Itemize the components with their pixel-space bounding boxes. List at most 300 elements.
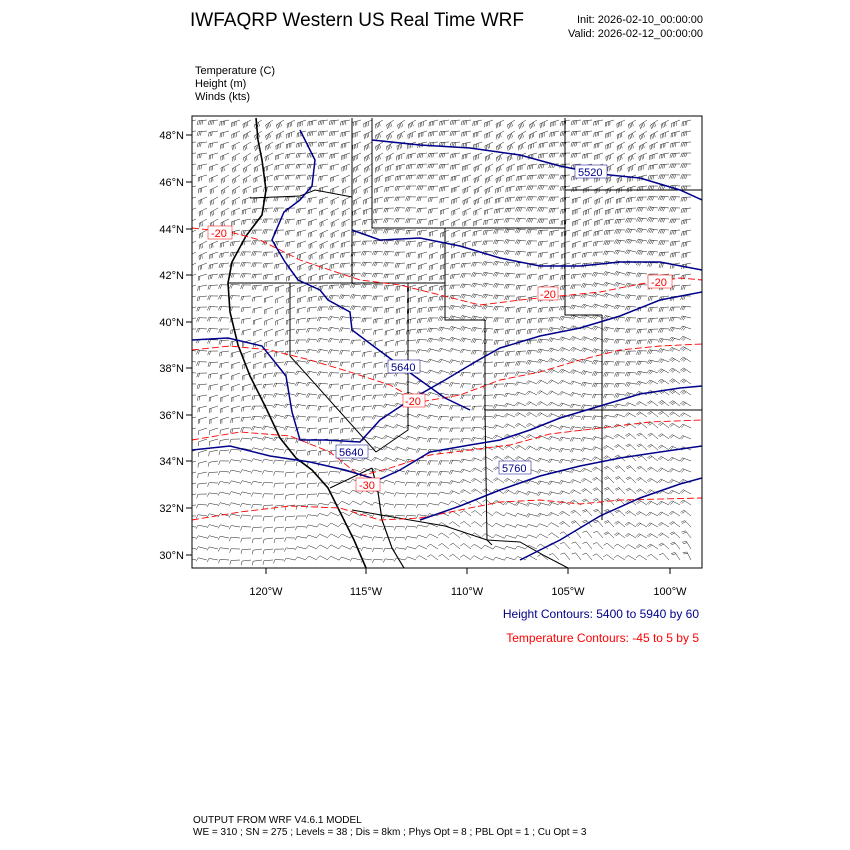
wind-barb xyxy=(218,295,229,299)
wind-barb xyxy=(243,120,251,128)
wind-barb xyxy=(309,219,318,226)
wind-barb xyxy=(296,505,306,510)
wind-barb xyxy=(438,502,449,505)
wind-barb xyxy=(386,164,394,172)
wind-barb xyxy=(538,307,548,313)
wind-barb xyxy=(210,175,218,183)
wind-barb xyxy=(452,219,460,227)
wind-barb xyxy=(329,285,339,289)
wind-barb xyxy=(340,263,350,268)
height-contour-legend: Height Contours: 5400 to 5940 by 60 xyxy=(502,607,699,621)
wind-barb xyxy=(383,446,394,450)
wind-barb xyxy=(636,500,647,505)
wind-barb xyxy=(604,498,614,505)
wind-barb xyxy=(273,394,284,398)
wind-barb xyxy=(529,131,537,139)
wind-barb xyxy=(683,552,691,560)
wind-barb xyxy=(680,357,691,362)
wind-barb xyxy=(240,459,251,463)
wind-barb xyxy=(449,491,460,495)
wind-barb xyxy=(221,164,229,172)
wind-barb xyxy=(494,318,504,322)
wind-barb xyxy=(210,252,219,259)
wind-barb xyxy=(320,197,329,204)
wind-barb xyxy=(471,489,482,494)
wind-barb xyxy=(318,472,328,477)
wind-barb xyxy=(581,394,592,398)
wind-barb xyxy=(340,373,350,378)
wind-barb xyxy=(474,219,483,226)
wind-barb xyxy=(416,339,427,343)
wind-barb xyxy=(451,175,460,181)
wind-barb xyxy=(460,284,471,288)
wind-barb xyxy=(339,284,350,288)
wind-barb xyxy=(387,120,395,129)
wind-barb xyxy=(186,505,196,510)
wind-barb xyxy=(538,153,548,159)
wind-barb xyxy=(387,131,395,140)
wind-barb xyxy=(537,534,548,538)
wind-barb xyxy=(331,230,339,238)
wind-barb xyxy=(570,315,581,319)
wind-barb xyxy=(647,240,658,244)
wind-barb xyxy=(318,153,328,158)
wind-barb xyxy=(198,450,207,457)
wind-barb xyxy=(232,208,240,216)
wind-barb xyxy=(395,175,405,181)
wind-barb xyxy=(285,483,295,488)
wind-barb xyxy=(527,329,537,334)
wind-barb xyxy=(483,241,493,245)
wind-barb xyxy=(482,511,493,516)
wind-barb xyxy=(639,164,648,171)
wind-barb xyxy=(485,153,493,161)
wind-barb xyxy=(526,402,537,406)
wind-barb xyxy=(682,252,691,258)
wind-barb xyxy=(548,402,559,406)
wind-barb xyxy=(386,142,394,151)
wind-barb xyxy=(185,361,196,365)
wind-barb xyxy=(196,328,207,332)
wind-barb xyxy=(549,208,559,213)
wind-barb xyxy=(197,395,207,401)
wind-barb xyxy=(341,131,350,137)
wind-barb xyxy=(660,153,670,159)
wind-barb xyxy=(353,164,361,173)
wind-barb xyxy=(328,306,339,310)
wind-barb xyxy=(406,208,417,212)
wind-barb xyxy=(341,142,350,149)
wind-barb xyxy=(473,131,482,138)
wind-barb xyxy=(351,340,361,344)
wind-barb xyxy=(242,208,251,215)
wind-barb xyxy=(265,318,273,325)
wind-barb xyxy=(221,153,229,161)
wind-barb xyxy=(263,527,273,532)
wind-barb xyxy=(493,251,504,255)
wind-barb xyxy=(185,350,196,354)
wind-barb xyxy=(383,229,394,233)
wind-barb xyxy=(385,318,394,324)
wind-barb xyxy=(361,273,372,277)
wind-barb xyxy=(671,553,680,561)
wind-barb xyxy=(451,186,460,193)
wind-barb xyxy=(196,350,207,354)
wind-barb xyxy=(285,219,295,224)
wind-barb xyxy=(232,175,240,184)
wind-barb xyxy=(526,412,537,417)
wind-barb xyxy=(626,466,636,472)
wind-barb xyxy=(218,559,229,563)
wind-barb xyxy=(538,175,548,179)
wind-barb xyxy=(681,153,691,157)
wind-barb xyxy=(450,428,460,432)
wind-barb xyxy=(342,175,350,183)
height-contour-label: 5640 xyxy=(339,447,364,459)
wind-barb xyxy=(504,535,515,538)
wind-barb xyxy=(416,414,427,418)
wind-barb xyxy=(196,558,207,562)
wind-barb xyxy=(636,555,647,560)
wind-barb xyxy=(375,153,383,162)
wind-barb xyxy=(330,252,339,259)
wind-barb xyxy=(471,339,482,343)
wind-barb xyxy=(353,131,362,138)
wind-barb xyxy=(474,164,482,172)
wind-barb xyxy=(254,329,263,336)
wind-barb xyxy=(298,241,307,248)
wind-barb xyxy=(460,479,471,483)
wind-barb xyxy=(581,478,592,483)
wind-barb xyxy=(430,252,439,259)
wind-barb xyxy=(273,449,284,453)
wind-barb xyxy=(584,208,592,216)
wind-barb xyxy=(570,393,581,397)
wind-barb xyxy=(460,305,471,309)
wind-barb xyxy=(339,317,350,321)
wind-barb xyxy=(636,489,647,494)
wind-barb xyxy=(505,351,515,356)
wind-barb xyxy=(297,219,306,225)
wind-barb xyxy=(220,439,230,445)
wind-barb xyxy=(636,284,647,288)
wind-barb xyxy=(482,522,493,527)
wind-barb xyxy=(221,186,229,195)
wind-barb xyxy=(625,229,636,234)
wind-barb xyxy=(604,241,614,245)
wind-barb xyxy=(625,250,636,254)
wind-barb xyxy=(626,362,637,366)
wind-barb xyxy=(482,436,493,440)
wind-barb xyxy=(648,175,658,180)
wind-barb xyxy=(374,197,383,203)
wind-barb xyxy=(507,175,516,182)
wind-barb xyxy=(460,511,471,516)
wind-barb xyxy=(516,197,526,201)
wind-barb xyxy=(537,380,548,384)
wind-barb xyxy=(296,340,306,344)
wind-barb xyxy=(549,197,559,201)
wind-barb xyxy=(251,427,262,431)
wind-barb xyxy=(265,329,273,336)
wind-barb xyxy=(317,383,328,387)
wind-barb xyxy=(496,120,504,128)
wind-barb xyxy=(241,560,251,565)
wind-barb xyxy=(317,493,328,497)
wind-barb xyxy=(527,340,537,344)
wind-barb xyxy=(658,229,669,233)
wind-barb xyxy=(647,478,658,483)
wind-barb xyxy=(219,450,229,455)
wind-barb xyxy=(649,164,658,170)
wind-barb xyxy=(593,531,603,538)
wind-barb xyxy=(669,480,680,484)
wind-barb xyxy=(186,384,196,388)
wind-barb xyxy=(507,131,515,140)
wind-barb xyxy=(614,305,625,309)
wind-barb xyxy=(647,411,658,417)
wind-barb xyxy=(528,307,537,313)
wind-barb xyxy=(648,296,658,301)
wind-barb xyxy=(526,360,537,364)
wind-barb xyxy=(364,142,372,151)
wind-barb xyxy=(682,541,691,549)
wind-barb xyxy=(307,164,317,169)
wind-barb xyxy=(285,175,295,180)
wind-barb xyxy=(482,457,493,461)
wind-barb xyxy=(416,437,427,441)
wind-barb xyxy=(350,501,361,505)
wind-barb xyxy=(276,329,285,336)
wind-barb xyxy=(537,503,548,507)
wind-barb xyxy=(570,336,581,340)
wind-barb xyxy=(221,142,230,149)
wind-barb xyxy=(570,370,581,374)
wind-barb xyxy=(240,515,251,519)
wind-barb xyxy=(603,350,614,354)
wind-barb xyxy=(232,373,241,380)
wind-barb xyxy=(482,534,493,538)
wind-barb xyxy=(207,558,218,562)
wind-barb xyxy=(571,510,581,516)
wind-barb xyxy=(428,208,438,214)
wind-barb xyxy=(361,262,372,266)
wind-barb xyxy=(408,142,417,149)
wind-barb xyxy=(251,459,262,463)
height-contour-label: 5520 xyxy=(578,167,603,179)
wind-barb xyxy=(240,470,251,474)
wind-barb xyxy=(570,295,581,299)
wind-barb xyxy=(372,525,383,529)
wind-barb xyxy=(308,296,317,302)
wind-barb xyxy=(438,482,449,486)
wind-barb xyxy=(647,218,658,222)
wind-barb xyxy=(582,252,592,258)
wind-barb xyxy=(353,219,362,226)
wind-barb xyxy=(680,413,691,417)
wind-barb xyxy=(395,263,405,268)
wind-barb xyxy=(614,434,625,439)
wind-barb xyxy=(680,379,691,384)
wind-barb xyxy=(296,164,306,169)
wind-barb xyxy=(439,439,449,443)
wind-barb xyxy=(229,449,240,453)
wind-barb xyxy=(208,373,218,379)
wind-barb xyxy=(659,241,669,245)
wind-barb xyxy=(461,120,471,125)
wind-barb xyxy=(427,427,438,431)
wind-barb xyxy=(231,362,240,369)
wind-barb xyxy=(319,175,328,181)
wind-barb xyxy=(603,415,614,419)
wind-barb xyxy=(373,219,383,224)
wind-barb xyxy=(571,120,581,125)
wind-barb xyxy=(505,329,515,334)
wind-barb xyxy=(372,240,383,244)
wind-barb xyxy=(427,328,438,332)
wind-barb xyxy=(263,560,273,565)
wind-barb xyxy=(285,186,295,190)
wind-barb xyxy=(604,521,614,528)
wind-barb xyxy=(594,219,603,226)
wind-barb xyxy=(494,362,504,367)
wind-barb xyxy=(295,416,306,420)
wind-barb xyxy=(394,219,405,223)
wind-barb xyxy=(221,197,229,206)
wind-barb xyxy=(353,153,361,161)
wind-barb xyxy=(396,318,405,325)
wind-barb xyxy=(427,438,438,442)
init-time: Init: 2026-02-10_00:00:00 xyxy=(577,14,703,26)
wind-barb xyxy=(253,373,262,380)
wind-barb xyxy=(232,219,241,226)
wind-barb xyxy=(353,186,361,195)
wind-barb xyxy=(373,395,383,399)
wind-barb xyxy=(504,403,515,407)
wind-barb xyxy=(670,532,680,538)
wind-barb xyxy=(626,488,636,494)
map-title: IWFAQRP Western US Real Time WRF xyxy=(190,10,524,31)
wind-barb xyxy=(199,197,207,205)
wind-barb xyxy=(231,417,240,423)
wind-barb xyxy=(364,186,372,194)
wind-barb xyxy=(625,382,636,386)
wind-barb xyxy=(417,175,427,179)
wind-barb xyxy=(516,307,526,313)
wind-barb xyxy=(527,274,537,279)
wind-barb xyxy=(648,263,659,267)
wind-barb xyxy=(615,373,626,377)
wind-barb xyxy=(570,480,581,484)
wind-barb xyxy=(439,153,449,158)
wind-barb xyxy=(208,285,218,290)
wind-barb xyxy=(375,142,383,151)
wind-barb xyxy=(232,164,240,173)
wind-barb xyxy=(339,295,350,299)
wind-barb xyxy=(438,327,449,331)
wind-barb xyxy=(603,293,614,298)
wind-barb xyxy=(364,120,372,128)
wind-barb xyxy=(265,307,274,314)
wind-barb xyxy=(680,424,691,428)
wind-barb xyxy=(527,186,537,190)
wind-barb xyxy=(570,459,581,463)
wind-barb xyxy=(460,555,471,560)
wind-barb xyxy=(504,229,515,233)
wind-barb xyxy=(614,394,625,398)
wind-barb xyxy=(306,525,317,529)
wind-barb xyxy=(571,153,581,158)
wind-barb xyxy=(384,274,394,278)
wind-barb xyxy=(603,405,614,409)
wind-barb xyxy=(185,558,196,562)
wind-barb xyxy=(549,219,559,224)
wind-barb xyxy=(221,208,229,217)
wind-barb xyxy=(198,175,207,182)
wind-barb xyxy=(395,208,406,212)
wind-barb xyxy=(592,326,603,330)
wind-barb xyxy=(560,553,570,560)
wind-barb xyxy=(406,351,416,355)
wind-barb xyxy=(516,362,527,366)
wind-barb xyxy=(460,338,471,342)
wind-barb xyxy=(614,404,625,408)
wind-barb xyxy=(331,175,340,182)
wind-barb xyxy=(394,425,405,429)
wind-barb xyxy=(527,164,537,170)
wind-barb xyxy=(306,394,317,398)
wind-barb xyxy=(231,406,240,413)
wind-barb xyxy=(681,219,691,225)
wind-barb xyxy=(572,241,581,248)
wind-barb xyxy=(276,131,284,140)
wind-barb xyxy=(526,492,537,496)
height-field-label: Height (m) xyxy=(195,78,247,90)
wind-barb xyxy=(427,544,438,549)
wind-barb xyxy=(221,395,230,402)
wind-barb xyxy=(570,427,581,431)
wind-barb xyxy=(220,241,229,248)
wind-barb xyxy=(394,526,405,530)
wind-barb xyxy=(276,307,284,315)
wind-barb xyxy=(364,164,372,173)
wind-barb xyxy=(515,229,526,233)
wind-barb xyxy=(296,153,306,158)
wind-barb xyxy=(515,218,526,222)
wind-barb xyxy=(406,197,417,201)
wind-barb xyxy=(537,197,548,201)
wind-barb xyxy=(526,524,537,527)
wind-barb xyxy=(229,285,240,289)
wind-barb xyxy=(406,186,416,190)
wind-barb xyxy=(372,457,383,461)
wind-barb xyxy=(439,554,450,560)
wind-barb xyxy=(515,251,526,255)
wind-barb xyxy=(373,208,383,214)
wind-barb xyxy=(351,406,361,412)
wind-barb xyxy=(230,439,240,443)
wind-barb xyxy=(363,219,372,225)
wind-barb xyxy=(342,186,350,194)
wind-barb xyxy=(328,512,339,516)
wind-barb xyxy=(595,197,603,205)
wind-barb xyxy=(504,513,515,516)
wind-barb xyxy=(559,448,570,452)
wind-barb xyxy=(570,448,581,452)
wind-barb xyxy=(296,186,306,191)
wind-barb xyxy=(350,284,361,288)
wind-barb xyxy=(462,252,472,258)
